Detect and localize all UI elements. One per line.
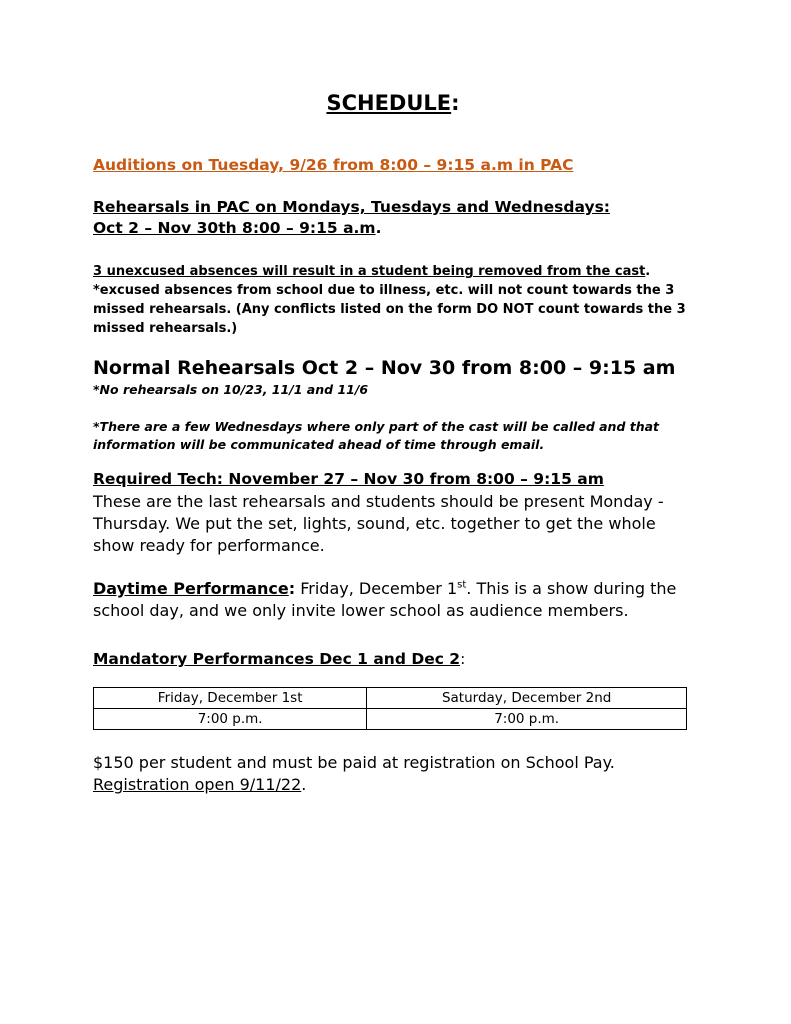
rehearsals-line-2-wrap: [93, 218, 693, 239]
mandatory-heading-text: Mandatory Performances Dec 1 and Dec 2: [93, 650, 461, 668]
normal-rehearsals-heading: Normal Rehearsals Oct 2 – Nov 30 from 8:00 – 9:15 am: [93, 357, 676, 379]
absence-rule-wrap: [93, 262, 693, 281]
fee-info: [93, 752, 693, 796]
rehearsals-line-1: Rehearsals in PAC on Mondays, Tuesdays and Wednesdays:: [93, 198, 611, 216]
table-cell-friday: Friday, December 1st: [94, 688, 367, 709]
fee-text: $150 per student and must be paid at registration on School Pay.: [93, 753, 615, 772]
required-tech-body: These are the last rehearsals and students should be present Monday - Thursday. We put the set, lights, sound, etc. together to get the whole show ready for performance.: [93, 492, 664, 555]
wednesday-note: *There are a few Wednesdays where only part of the cast will be called and that information will be communicated ahead of time through email.: [93, 419, 660, 452]
registration-wrap: [93, 774, 693, 796]
daytime-ordinal: st: [457, 579, 467, 591]
rehearsals-line-2: Oct 2 – Nov 30th 8:00 – 9:15 a.m: [93, 219, 376, 237]
daytime-colon: :: [288, 579, 296, 598]
title-text: SCHEDULE: [326, 91, 452, 115]
title-colon: :: [451, 91, 460, 115]
mandatory-colon: :: [460, 650, 466, 668]
daytime-label: Daytime Performance: [93, 579, 289, 598]
page-title: [93, 88, 693, 118]
auditions-line: Auditions on Tuesday, 9/26 from 8:00 – 9:15 a.m in PAC: [93, 156, 574, 174]
registration-link: Registration open 9/11/22: [93, 775, 302, 794]
table-row: [94, 709, 687, 730]
daytime-text-2: . This is a show during the school day, and we only invite lower school as audience members.: [93, 579, 677, 620]
table-cell-friday-time: 7:00 p.m.: [94, 709, 367, 730]
rehearsals-heading: [93, 197, 693, 239]
daytime-performance: [93, 578, 693, 622]
required-tech-heading: Required Tech: November 27 – Nov 30 from 8:00 – 9:15 am: [93, 470, 604, 488]
rehearsals-line-2-period: .: [375, 219, 382, 237]
no-rehearsal-dates-note: *No rehearsals on 10/23, 11/1 and 11/6: [93, 382, 369, 397]
daytime-text-1: Friday, December 1: [295, 579, 458, 598]
absence-rule-period: .: [645, 264, 651, 279]
schedule-document: [93, 88, 693, 796]
table-cell-saturday-time: 7:00 p.m.: [367, 709, 687, 730]
table-row: [94, 688, 687, 709]
absence-detail: *excused absences from school due to illness, etc. will not count towards the 3 missed rehearsals. (Any conflicts listed on the form DO NOT count towards the 3 missed rehearsals.): [93, 283, 686, 336]
performances-table: [93, 687, 687, 730]
registration-period: .: [301, 775, 307, 794]
table-cell-saturday: Saturday, December 2nd: [367, 688, 687, 709]
absence-policy: [93, 262, 693, 338]
mandatory-performances-heading: [93, 649, 693, 670]
absence-rule: 3 unexcused absences will result in a student being removed from the cast: [93, 264, 646, 279]
